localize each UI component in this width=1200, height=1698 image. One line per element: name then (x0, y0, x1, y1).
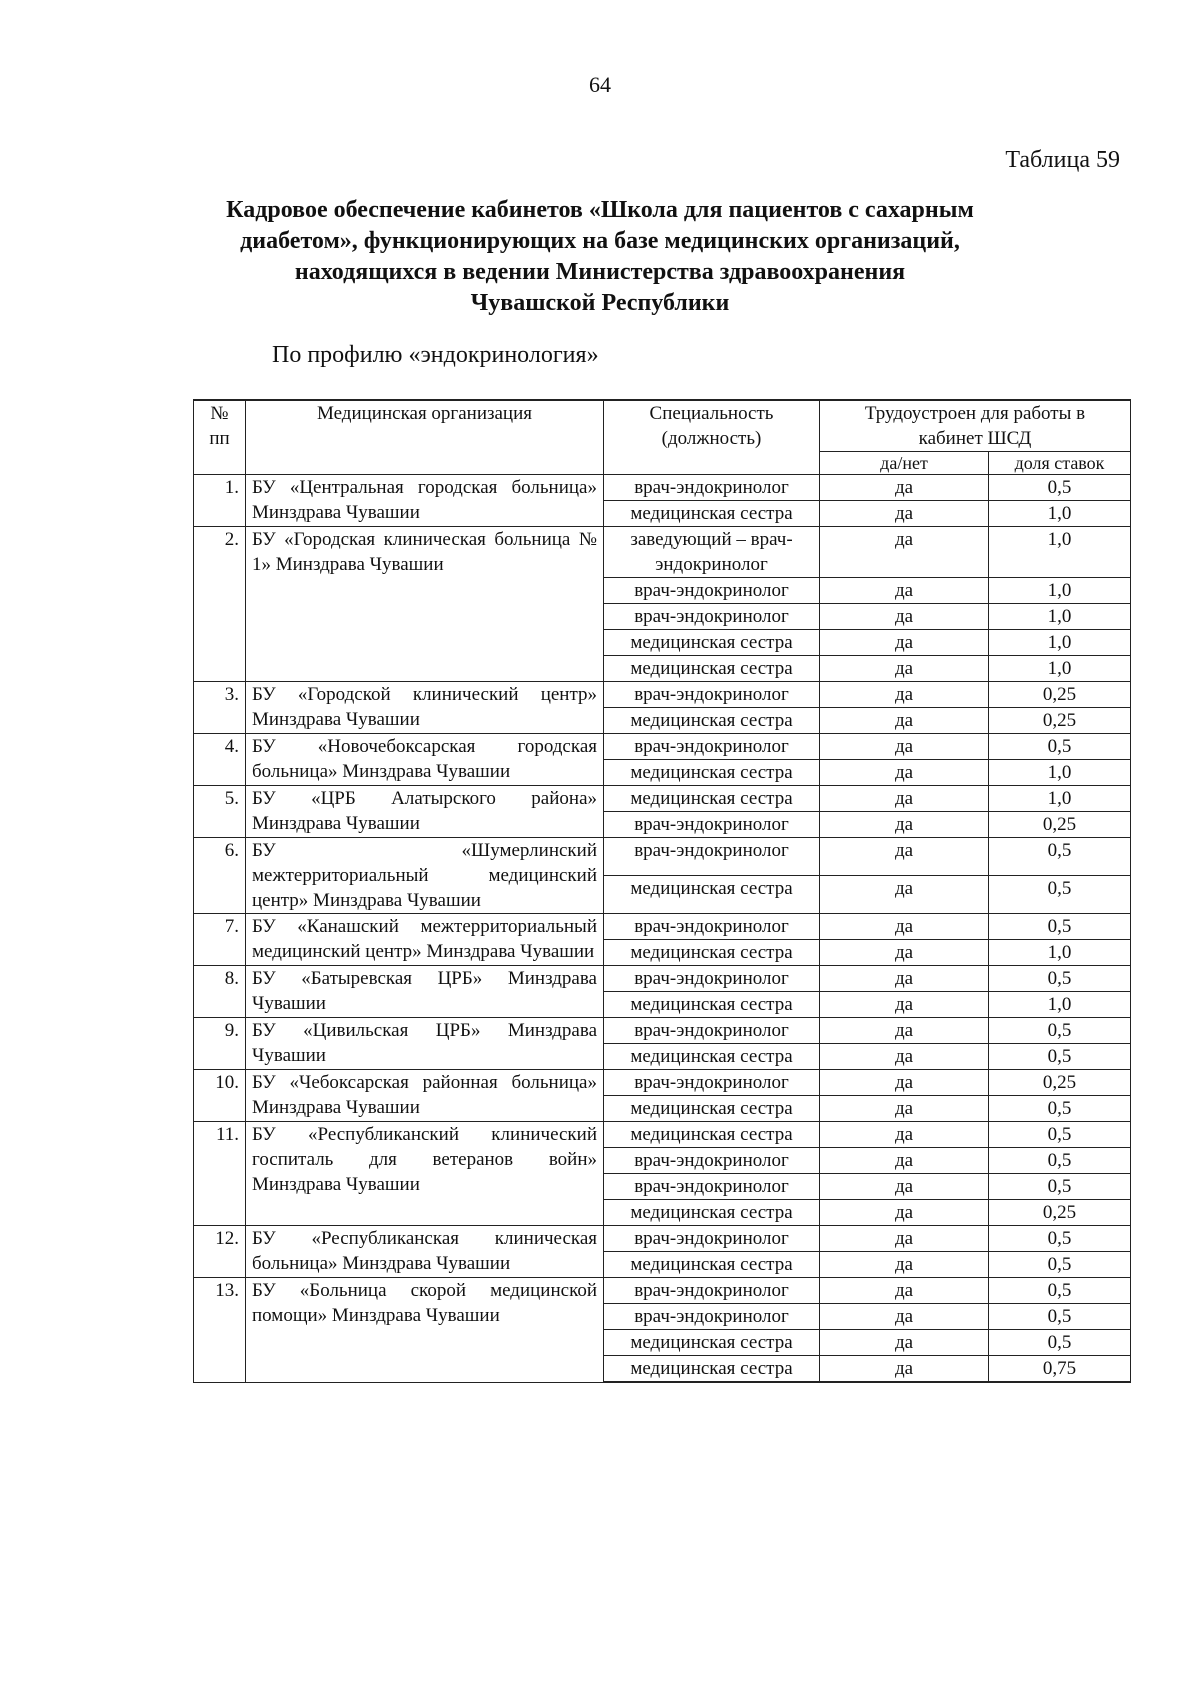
employed-cell: да (820, 1356, 989, 1383)
organization-cell: БУ «Чебоксарская районная больница» Минздрава Чувашии (246, 1070, 604, 1122)
profile-subtitle: По профилю «эндокринология» (272, 342, 599, 368)
employed-cell: да (820, 940, 989, 966)
header-spec (604, 400, 820, 475)
rate-cell: 0,5 (989, 475, 1131, 501)
header-org: Медицинская организация (246, 400, 604, 475)
specialty-cell: медицинская сестра (604, 1330, 820, 1356)
document-title (150, 195, 1050, 319)
rate-cell: 1,0 (989, 760, 1131, 786)
organization-cell: БУ «Городской клинический центр» Минздрава Чувашии (246, 682, 604, 734)
header-row (194, 400, 1131, 452)
specialty-cell: врач-эндокринолог (604, 1148, 820, 1174)
employed-cell: да (820, 1018, 989, 1044)
rate-cell: 0,5 (989, 1174, 1131, 1200)
rate-cell: 1,0 (989, 578, 1131, 604)
rate-cell: 0,25 (989, 1200, 1131, 1226)
specialty-cell: врач-эндокринолог (604, 682, 820, 708)
table-row (194, 786, 1131, 812)
specialty-cell: медицинская сестра (604, 1252, 820, 1278)
rate-cell: 0,5 (989, 876, 1131, 914)
employed-cell: да (820, 1304, 989, 1330)
title-line: Чувашской Республики (470, 290, 730, 316)
rate-cell: 0,25 (989, 682, 1131, 708)
specialty-cell: врач-эндокринолог (604, 578, 820, 604)
rate-cell: 1,0 (989, 656, 1131, 682)
rate-cell: 1,0 (989, 786, 1131, 812)
table-row (194, 966, 1131, 992)
row-number: 12. (194, 1226, 246, 1278)
specialty-cell: врач-эндокринолог (604, 914, 820, 940)
rate-cell: 0,5 (989, 1122, 1131, 1148)
specialty-cell: медицинская сестра (604, 992, 820, 1018)
employed-cell: да (820, 1252, 989, 1278)
row-number: 3. (194, 682, 246, 734)
rate-cell: 1,0 (989, 604, 1131, 630)
table-row (194, 1070, 1131, 1096)
rate-cell: 0,5 (989, 914, 1131, 940)
employed-cell: да (820, 914, 989, 940)
employed-cell: да (820, 1148, 989, 1174)
employed-cell: да (820, 876, 989, 914)
specialty-cell: медицинская сестра (604, 940, 820, 966)
specialty-cell: медицинская сестра (604, 501, 820, 527)
specialty-cell: медицинская сестра (604, 760, 820, 786)
specialty-cell: врач-эндокринолог (604, 966, 820, 992)
rate-cell: 0,25 (989, 708, 1131, 734)
employed-cell: да (820, 656, 989, 682)
row-number: 1. (194, 475, 246, 527)
employed-cell: да (820, 1096, 989, 1122)
rate-cell: 1,0 (989, 940, 1131, 966)
employed-cell: да (820, 475, 989, 501)
rate-cell: 0,5 (989, 1330, 1131, 1356)
employed-cell: да (820, 1174, 989, 1200)
organization-cell: БУ «Канашский межтерриториальный медицинский центр» Минздрава Чувашии (246, 914, 604, 966)
table-row (194, 475, 1131, 501)
specialty-cell: врач-эндокринолог (604, 734, 820, 760)
employed-cell: да (820, 630, 989, 656)
rate-cell: 0,5 (989, 1304, 1131, 1330)
header-num-line1: № (210, 403, 229, 424)
table-row (194, 1018, 1131, 1044)
rate-cell: 0,5 (989, 1044, 1131, 1070)
rate-cell: 0,5 (989, 1278, 1131, 1304)
table-row (194, 838, 1131, 876)
rate-cell: 0,5 (989, 966, 1131, 992)
header-rate: доля ставок (989, 452, 1131, 475)
organization-cell: БУ «ЦРБ Алатырского района» Минздрава Чувашии (246, 786, 604, 838)
table-row (194, 734, 1131, 760)
specialty-cell: медицинская сестра (604, 786, 820, 812)
header-spec-line2: (должность) (661, 428, 762, 449)
rate-cell: 0,5 (989, 734, 1131, 760)
specialty-cell: медицинская сестра (604, 708, 820, 734)
row-number: 10. (194, 1070, 246, 1122)
rate-cell: 1,0 (989, 992, 1131, 1018)
employed-cell: да (820, 501, 989, 527)
table-body (194, 475, 1131, 1383)
table-row (194, 682, 1131, 708)
specialty-cell: медицинская сестра (604, 1096, 820, 1122)
staffing-table (193, 399, 1131, 1383)
rate-cell: 0,25 (989, 1070, 1131, 1096)
header-employed-line2: кабинет ШСД (918, 428, 1032, 449)
specialty-cell: медицинская сестра (604, 656, 820, 682)
specialty-cell: врач-эндокринолог (604, 1278, 820, 1304)
employed-cell: да (820, 527, 989, 578)
rate-cell: 0,5 (989, 1226, 1131, 1252)
header-yes-no: да/нет (820, 452, 989, 475)
specialty-cell: врач-эндокринолог (604, 604, 820, 630)
employed-cell: да (820, 812, 989, 838)
specialty-cell: медицинская сестра (604, 1122, 820, 1148)
specialty-cell: врач-эндокринолог (604, 1174, 820, 1200)
row-number: 8. (194, 966, 246, 1018)
row-number: 9. (194, 1018, 246, 1070)
specialty-cell: медицинская сестра (604, 1044, 820, 1070)
organization-cell: БУ «Больница скорой медицинской помощи» Минздрава Чувашии (246, 1278, 604, 1383)
specialty-cell: врач-эндокринолог (604, 838, 820, 876)
specialty-cell: врач-эндокринолог (604, 1304, 820, 1330)
specialty-cell: врач-эндокринолог (604, 475, 820, 501)
table-row (194, 527, 1131, 578)
employed-cell: да (820, 966, 989, 992)
rate-cell: 0,75 (989, 1356, 1131, 1383)
employed-cell: да (820, 992, 989, 1018)
page-number: 64 (589, 72, 611, 97)
rate-cell: 1,0 (989, 527, 1131, 578)
employed-cell: да (820, 708, 989, 734)
row-number: 6. (194, 838, 246, 914)
employed-cell: да (820, 1070, 989, 1096)
employed-cell: да (820, 1200, 989, 1226)
employed-cell: да (820, 1330, 989, 1356)
specialty-cell: медицинская сестра (604, 876, 820, 914)
rate-cell: 1,0 (989, 501, 1131, 527)
header-spec-line1: Специальность (649, 403, 774, 424)
rate-cell: 0,5 (989, 838, 1131, 876)
specialty-cell: врач-эндокринолог (604, 1070, 820, 1096)
specialty-cell: врач-эндокринолог (604, 1226, 820, 1252)
rate-cell: 0,25 (989, 812, 1131, 838)
specialty-cell: врач-эндокринолог (604, 812, 820, 838)
row-number: 13. (194, 1278, 246, 1383)
organization-cell: БУ «Республиканский клинический госпиталь для ветеранов войн» Минздрава Чувашии (246, 1122, 604, 1226)
specialty-cell: медицинская сестра (604, 630, 820, 656)
organization-cell: БУ «Батыревская ЦРБ» Минздрава Чувашии (246, 966, 604, 1018)
row-number: 7. (194, 914, 246, 966)
employed-cell: да (820, 760, 989, 786)
rate-cell: 0,5 (989, 1096, 1131, 1122)
rate-cell: 0,5 (989, 1018, 1131, 1044)
rate-cell: 0,5 (989, 1148, 1131, 1174)
row-number: 2. (194, 527, 246, 682)
organization-cell: БУ «Шумерлинский межтерриториальный медицинский центр» Минздрава Чувашии (246, 838, 604, 914)
organization-cell: БУ «Республиканская клиническая больница» Минздрава Чувашии (246, 1226, 604, 1278)
organization-cell: БУ «Городская клиническая больница № 1» Минздрава Чувашии (246, 527, 604, 682)
row-number: 4. (194, 734, 246, 786)
header-num-line2: пп (209, 428, 230, 449)
table-row (194, 1226, 1131, 1252)
employed-cell: да (820, 1044, 989, 1070)
row-number: 11. (194, 1122, 246, 1226)
employed-cell: да (820, 578, 989, 604)
employed-cell: да (820, 682, 989, 708)
employed-cell: да (820, 604, 989, 630)
employed-cell: да (820, 786, 989, 812)
table-row (194, 914, 1131, 940)
header-employed-line1: Трудоустроен для работы в (864, 403, 1086, 424)
employed-cell: да (820, 734, 989, 760)
title-line: диабетом», функционирующих на базе медицинских организаций, (240, 228, 960, 254)
specialty-cell: медицинская сестра (604, 1356, 820, 1383)
header-num (194, 400, 246, 475)
employed-cell: да (820, 1122, 989, 1148)
header-employed (820, 400, 1131, 452)
organization-cell: БУ «Центральная городская больница» Минздрава Чувашии (246, 475, 604, 527)
employed-cell: да (820, 1278, 989, 1304)
table-row (194, 1122, 1131, 1148)
rate-cell: 0,5 (989, 1252, 1131, 1278)
specialty-cell: врач-эндокринолог (604, 1018, 820, 1044)
organization-cell: БУ «Новочебоксарская городская больница» Минздрава Чувашии (246, 734, 604, 786)
specialty-cell: заведующий – врач-эндокринолог (604, 527, 820, 578)
employed-cell: да (820, 1226, 989, 1252)
row-number: 5. (194, 786, 246, 838)
organization-cell: БУ «Цивильская ЦРБ» Минздрава Чувашии (246, 1018, 604, 1070)
title-line: Кадровое обеспечение кабинетов «Школа для пациентов с сахарным (226, 197, 974, 223)
employed-cell: да (820, 838, 989, 876)
specialty-cell: медицинская сестра (604, 1200, 820, 1226)
table-label: Таблица 59 (1005, 147, 1120, 173)
title-line: находящихся в ведении Министерства здравоохранения (294, 259, 906, 285)
rate-cell: 1,0 (989, 630, 1131, 656)
table-row (194, 1278, 1131, 1304)
